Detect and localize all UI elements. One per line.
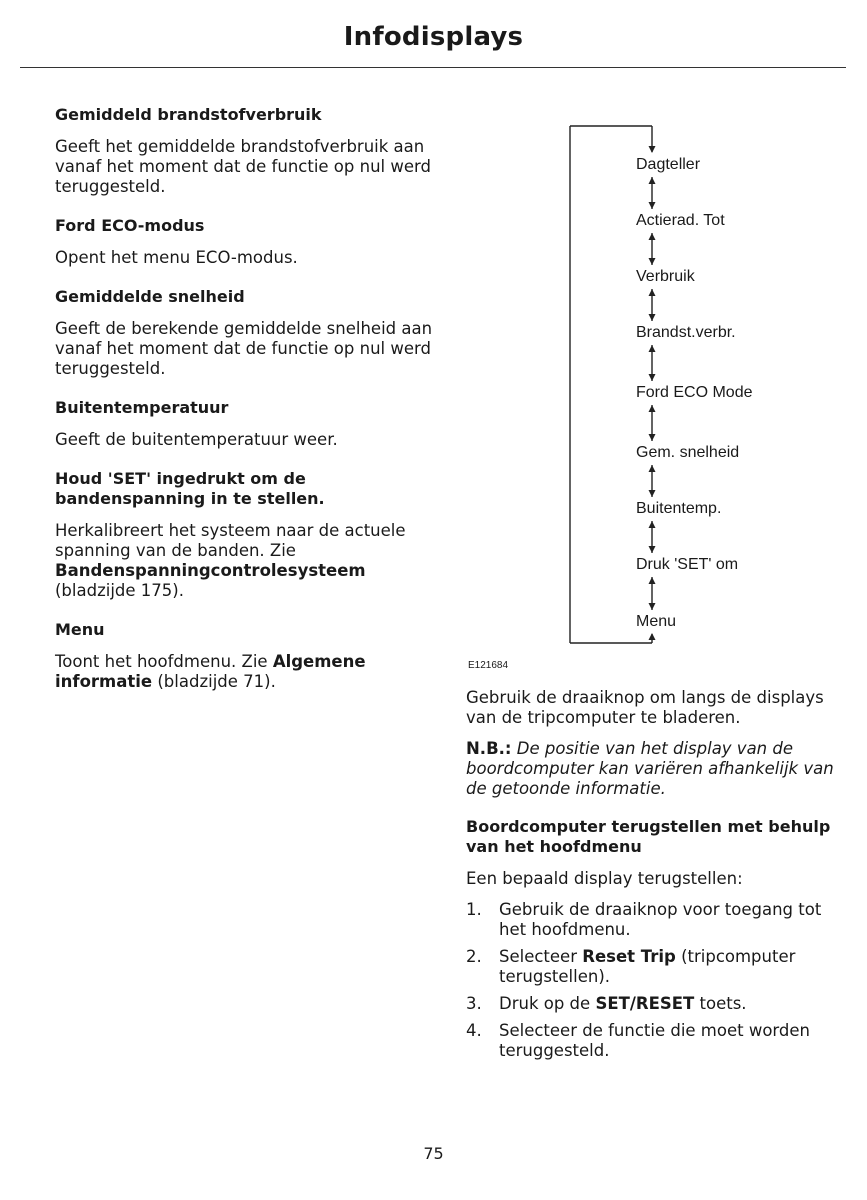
diagram-item-label: Buitentemp. bbox=[636, 500, 722, 517]
diagram-item-label: Actierad. Tot bbox=[636, 212, 725, 229]
section-heading: Menu bbox=[55, 620, 105, 639]
note-paragraph bbox=[466, 739, 851, 799]
steps-list bbox=[466, 900, 851, 1061]
arrow-head-up-icon bbox=[649, 289, 656, 296]
step-text: Druk op de bbox=[499, 994, 596, 1013]
cross-reference-link[interactable]: Bandenspanningcontrolesysteem bbox=[55, 561, 366, 580]
intro-paragraph: Gebruik de draaiknop om langs de displays van de tripcomputer te bladeren. bbox=[466, 688, 824, 727]
section-heading: Buitentemperatuur bbox=[55, 398, 229, 417]
step-number: 2. bbox=[466, 947, 482, 966]
arrow-head-down-icon bbox=[649, 258, 656, 265]
diagram-item-label: Ford ECO Mode bbox=[636, 384, 753, 401]
diagram-item-label: Dagteller bbox=[636, 156, 701, 173]
figure-code: E121684 bbox=[468, 660, 509, 671]
arrow-head-up-icon bbox=[649, 233, 656, 240]
note-text: De positie van het display van de boordcomputer kan variëren afhankelijk van de getoonde informatie. bbox=[466, 739, 834, 798]
diagram-item-label: Menu bbox=[636, 613, 677, 630]
section-body: Opent het menu ECO-modus. bbox=[55, 248, 298, 267]
arrow-head-down-icon bbox=[649, 603, 656, 610]
step-text: Selecteer bbox=[499, 947, 583, 966]
arrow-head-down-icon bbox=[649, 146, 656, 153]
arrow-head-down-icon bbox=[649, 434, 656, 441]
section-heading: Boordcomputer terugstellen met behulp van het hoofdmenu bbox=[466, 817, 831, 856]
arrow-head-up-icon bbox=[649, 405, 656, 412]
body-text: Toont het hoofdmenu. Zie bbox=[55, 652, 273, 671]
note-label: N.B.: bbox=[466, 739, 512, 758]
section-body bbox=[55, 652, 445, 692]
section-heading: Gemiddelde snelheid bbox=[55, 287, 245, 306]
diagram-item-label: Verbruik bbox=[636, 268, 695, 285]
arrow-head-up-icon bbox=[649, 521, 656, 528]
page-reference: (bladzijde 71). bbox=[152, 672, 276, 691]
arrow-head-up-icon bbox=[649, 177, 656, 184]
left-column bbox=[55, 105, 445, 711]
step-text: Selecteer de functie die moet worden teruggesteld. bbox=[499, 1021, 811, 1060]
step-item bbox=[466, 994, 851, 1014]
diagram-item-label: Brandst.verbr. bbox=[636, 324, 736, 341]
step-item bbox=[466, 947, 851, 987]
step-item bbox=[466, 900, 851, 940]
step-emphasis: Reset Trip bbox=[582, 947, 676, 966]
arrow-head-down-icon bbox=[649, 314, 656, 321]
step-emphasis: SET/RESET bbox=[595, 994, 695, 1013]
arrow-head-down-icon bbox=[649, 546, 656, 553]
section-body: Geeft de berekende gemiddelde snelheid aan vanaf het moment dat de functie op nul werd teruggesteld. bbox=[55, 319, 433, 378]
arrow-head-up-icon bbox=[649, 633, 656, 640]
arrow-head-up-icon bbox=[649, 465, 656, 472]
cross-reference-link[interactable]: Algemene informatie bbox=[55, 652, 366, 691]
header-rule bbox=[20, 67, 846, 68]
page-number: 75 bbox=[423, 1144, 444, 1163]
page-title: Infodisplays bbox=[343, 22, 524, 52]
diagram-item-label: Gem. snelheid bbox=[636, 444, 740, 461]
step-number: 3. bbox=[466, 994, 482, 1013]
section-heading: Houd 'SET' ingedrukt om de bandenspanning in te stellen. bbox=[55, 469, 325, 508]
step-number: 4. bbox=[466, 1021, 482, 1040]
section-heading: Gemiddeld brandstofverbruik bbox=[55, 105, 322, 124]
arrow-head-up-icon bbox=[649, 345, 656, 352]
section-body: Geeft de buitentemperatuur weer. bbox=[55, 430, 338, 449]
arrow-head-down-icon bbox=[649, 202, 656, 209]
step-text: Gebruik de draaiknop voor toegang tot het hoofdmenu. bbox=[499, 900, 822, 939]
section-body: Geeft het gemiddelde brandstofverbruik aan vanaf het moment dat de functie op nul werd teruggesteld. bbox=[55, 137, 431, 196]
menu-flow-diagram bbox=[560, 120, 800, 660]
diagram-item-label: Druk 'SET' om bbox=[636, 556, 739, 573]
step-item bbox=[466, 1021, 851, 1061]
arrow-head-down-icon bbox=[649, 374, 656, 381]
step-text: toets. bbox=[694, 994, 747, 1013]
step-text: (tripcomputer terugstellen). bbox=[499, 947, 796, 986]
step-number: 1. bbox=[466, 900, 482, 919]
section-body bbox=[55, 521, 445, 601]
body-text: Herkalibreert het systeem naar de actuele spanning van de banden. Zie bbox=[55, 521, 406, 560]
right-column bbox=[466, 688, 851, 1068]
page-reference: (bladzijde 175). bbox=[55, 581, 184, 600]
arrow-head-up-icon bbox=[649, 577, 656, 584]
arrow-head-down-icon bbox=[649, 490, 656, 497]
section-heading: Ford ECO-modus bbox=[55, 216, 205, 235]
steps-intro: Een bepaald display terugstellen: bbox=[466, 869, 743, 888]
